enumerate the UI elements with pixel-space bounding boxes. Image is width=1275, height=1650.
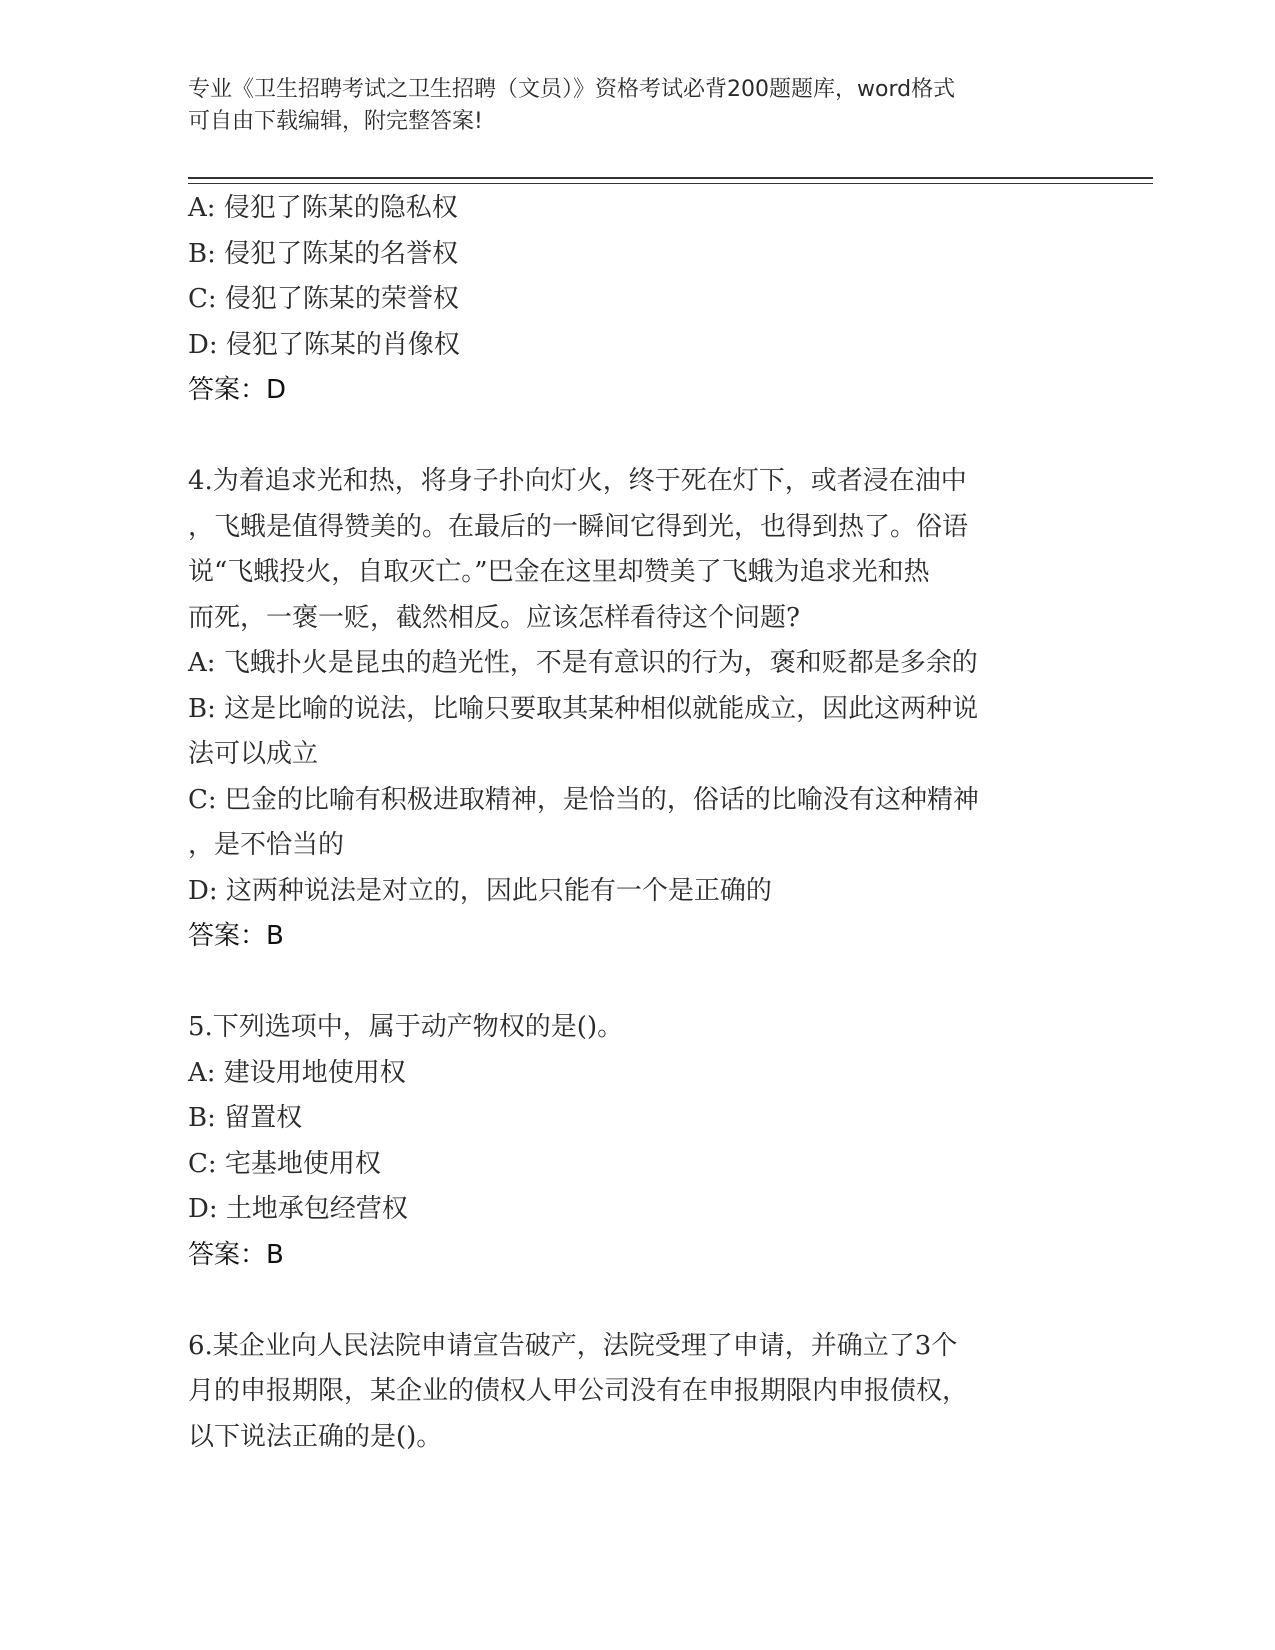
- option-a: A: 建设用地使用权: [188, 1057, 406, 1088]
- stem-line: 6.某企业向人民法院申请宣告破产，法院受理了申请，并确立了3个: [188, 1330, 958, 1361]
- option-c: C: 侵犯了陈某的荣誉权: [188, 284, 459, 314]
- header-title-line-2: 可自由下载编辑，附完整答案!: [188, 109, 483, 134]
- option-b: B: 侵犯了陈某的名誉权: [188, 238, 459, 269]
- stem-line: 说“飞蛾投火，自取灭亡。”巴金在这里却赞美了飞蛾为追求光和热: [188, 557, 930, 587]
- question-content: [188, 186, 1088, 1460]
- option-a: A: 侵犯了陈某的隐私权: [188, 193, 458, 223]
- question-5-options: [188, 1051, 1088, 1233]
- header-divider-thick: [188, 177, 1153, 179]
- stem-line: ，飞蛾是值得赞美的。在最后的一瞬间它得到光，也得到热了。俗语: [188, 511, 969, 542]
- option-b: B: 这是比喻的说法，比喻只要取其某种相似就能成立，因此这两种说: [188, 693, 979, 724]
- option-c: C: 巴金的比喻有积极进取精神，是恰当的，俗话的比喻没有这种精神: [188, 784, 979, 815]
- stem-line: 4.为着追求光和热，将身子扑向灯火，终于死在灯下，或者浸在油中: [188, 466, 967, 496]
- question-3-answer: 答案：D: [188, 375, 287, 405]
- option-a: A: 飞蛾扑火是昆虫的趋光性，不是有意识的行为，褒和贬都是多余的: [188, 648, 978, 678]
- header-divider-thin: [188, 183, 1153, 184]
- header-title-line-1: 专业《卫生招聘考试之卫生招聘（文员）》资格考试必背200题题库，word格式: [188, 77, 956, 102]
- option-c-continued: ，是不恰当的: [188, 830, 345, 860]
- option-b: B: 留置权: [188, 1103, 303, 1133]
- option-b-continued: 法可以成立: [188, 739, 319, 769]
- question-5-stem: 5.下列选项中，属于动产物权的是()。: [188, 1012, 624, 1042]
- stem-line: 以下说法正确的是()。: [188, 1421, 443, 1452]
- spacer: [188, 414, 1088, 460]
- spacer: [188, 1278, 1088, 1324]
- question-3-options: [188, 186, 1088, 368]
- question-6-stem: [188, 1324, 1088, 1461]
- question-4-stem: [188, 459, 1088, 641]
- option-d: D: 这两种说法是对立的，因此只能有一个是正确的: [188, 875, 772, 906]
- document-header: [188, 74, 1068, 138]
- spacer: [188, 960, 1088, 1006]
- stem-line: 月的申报期限，某企业的债权人甲公司没有在申报期限内申报债权，: [188, 1376, 969, 1406]
- option-d: D: 土地承包经营权: [188, 1194, 408, 1224]
- option-c: C: 宅基地使用权: [188, 1148, 381, 1179]
- stem-line: 而死，一褒一贬，截然相反。应该怎样看待这个问题?: [188, 602, 800, 633]
- question-5-answer: 答案：B: [188, 1239, 284, 1270]
- question-4-answer: 答案：B: [188, 921, 284, 951]
- option-d: D: 侵犯了陈某的肖像权: [188, 329, 460, 360]
- question-4-options: [188, 641, 1088, 914]
